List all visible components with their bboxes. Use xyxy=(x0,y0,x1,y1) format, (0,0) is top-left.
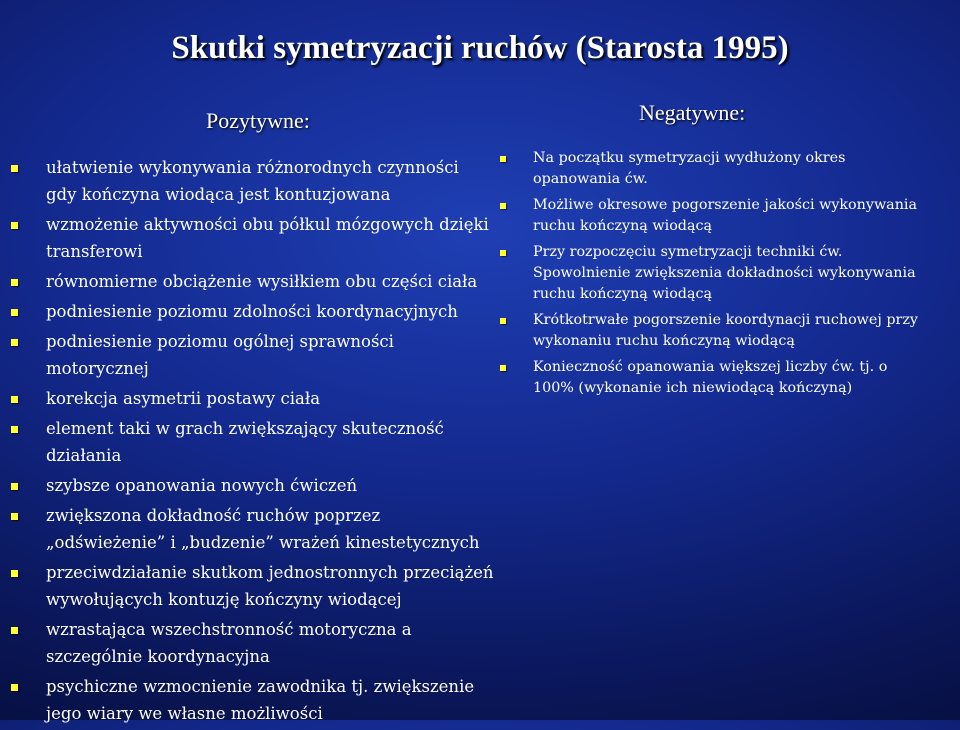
positive-item-line: jego wiary we własne możliwości xyxy=(46,704,323,723)
negative-item-line: Spowolnienie zwiększenia dokładności wykonywania xyxy=(533,265,916,281)
positive-item-line: działania xyxy=(46,446,122,465)
positive-item-line: przeciwdziałanie skutkom jednostronnych przeciążeń xyxy=(46,563,494,582)
positive-item-line: ułatwienie wykonywania różnorodnych czynności xyxy=(46,158,459,177)
square-bullet-icon xyxy=(500,318,506,324)
square-bullet-icon xyxy=(500,250,506,256)
positive-item-line: zwiększona dokładność ruchów poprzez xyxy=(46,506,381,525)
positive-item xyxy=(8,673,496,727)
positive-item-line: transferowi xyxy=(46,242,143,261)
square-bullet-icon xyxy=(500,203,506,209)
square-bullet-icon xyxy=(11,627,18,634)
square-bullet-icon xyxy=(11,426,18,433)
positive-item xyxy=(8,415,496,469)
square-bullet-icon xyxy=(11,513,18,520)
positive-item-line: równomierne obciążenie wysiłkiem obu części ciała xyxy=(46,272,478,291)
positive-item-line: psychiczne wzmocnienie zawodnika tj. zwiększenie xyxy=(46,677,475,696)
negative-item-line: ruchu kończyną wiodącą xyxy=(533,286,713,302)
negative-item-line: 100% (wykonanie ich niewiodącą kończyną) xyxy=(533,380,853,396)
positive-item xyxy=(8,616,496,670)
positive-item-line: podniesienie poziomu zdolności koordynacyjnych xyxy=(46,302,458,321)
positive-item xyxy=(8,385,496,412)
positive-item-line: gdy kończyna wiodąca jest kontuzjowana xyxy=(46,185,391,204)
positive-item-line: wzmożenie aktywności obu półkul mózgowych dzięki xyxy=(46,215,489,234)
positive-item xyxy=(8,298,496,325)
square-bullet-icon xyxy=(11,222,18,229)
square-bullet-icon xyxy=(11,396,18,403)
negative-item-line: Krótkotrwałe pogorszenie koordynacji ruchowej przy xyxy=(533,312,918,328)
positive-item-line: korekcja asymetrii postawy ciała xyxy=(46,389,321,408)
square-bullet-icon xyxy=(11,483,18,490)
negative-item-line: Przy rozpoczęciu symetryzacji techniki ćw. xyxy=(533,244,843,260)
slide-title: Skutki symetryzacji ruchów (Starosta 1995) xyxy=(171,30,789,66)
positive-item xyxy=(8,328,496,382)
positive-item-line: wzrastająca wszechstronność motoryczna a xyxy=(46,620,412,639)
positive-item xyxy=(8,154,496,208)
negative-list xyxy=(496,148,926,399)
negative-item xyxy=(496,195,926,237)
negative-item-line: Możliwe okresowe pogorszenie jakości wykonywania xyxy=(533,197,918,213)
square-bullet-icon xyxy=(11,165,18,172)
negative-item-line: wykonaniu ruchu kończyną wiodącą xyxy=(533,333,795,349)
negative-column xyxy=(496,100,926,404)
positive-item-line: podniesienie poziomu ogólnej sprawności xyxy=(46,332,394,351)
positive-list xyxy=(8,154,496,727)
square-bullet-icon xyxy=(11,684,18,691)
negative-heading: Negatywne: xyxy=(639,100,746,125)
square-bullet-icon xyxy=(11,279,18,286)
negative-item-line: ruchu kończyną wiodącą xyxy=(533,218,713,234)
positive-item xyxy=(8,268,496,295)
negative-item xyxy=(496,310,926,352)
positive-item xyxy=(8,211,496,265)
positive-item xyxy=(8,502,496,556)
square-bullet-icon xyxy=(500,156,506,162)
negative-item-line: Konieczność opanowania większej liczby ćw. tj. o xyxy=(533,359,888,375)
positive-item-line: motorycznej xyxy=(46,359,149,378)
positive-item-line: szczególnie koordynacyjna xyxy=(46,647,270,666)
positive-item-line: element taki w grach zwiększający skuteczność xyxy=(46,419,444,438)
square-bullet-icon xyxy=(500,365,506,371)
positive-item-line: szybsze opanowania nowych ćwiczeń xyxy=(46,476,358,495)
square-bullet-icon xyxy=(11,339,18,346)
negative-item-line: opanowania ćw. xyxy=(533,171,648,187)
positive-item-line: „odświeżenie” i „budzenie” wrażeń kinestetycznych xyxy=(46,533,480,552)
positive-item-line: wywołujących kontuzję kończyny wiodącej xyxy=(46,590,402,609)
positive-column xyxy=(8,108,496,730)
positive-item xyxy=(8,559,496,613)
square-bullet-icon xyxy=(11,309,18,316)
negative-item xyxy=(496,357,926,399)
negative-item-line: Na początku symetryzacji wydłużony okres xyxy=(533,150,846,166)
negative-item xyxy=(496,242,926,305)
square-bullet-icon xyxy=(11,570,18,577)
positive-item xyxy=(8,472,496,499)
positive-heading: Pozytywne: xyxy=(206,108,310,133)
negative-item xyxy=(496,148,926,190)
